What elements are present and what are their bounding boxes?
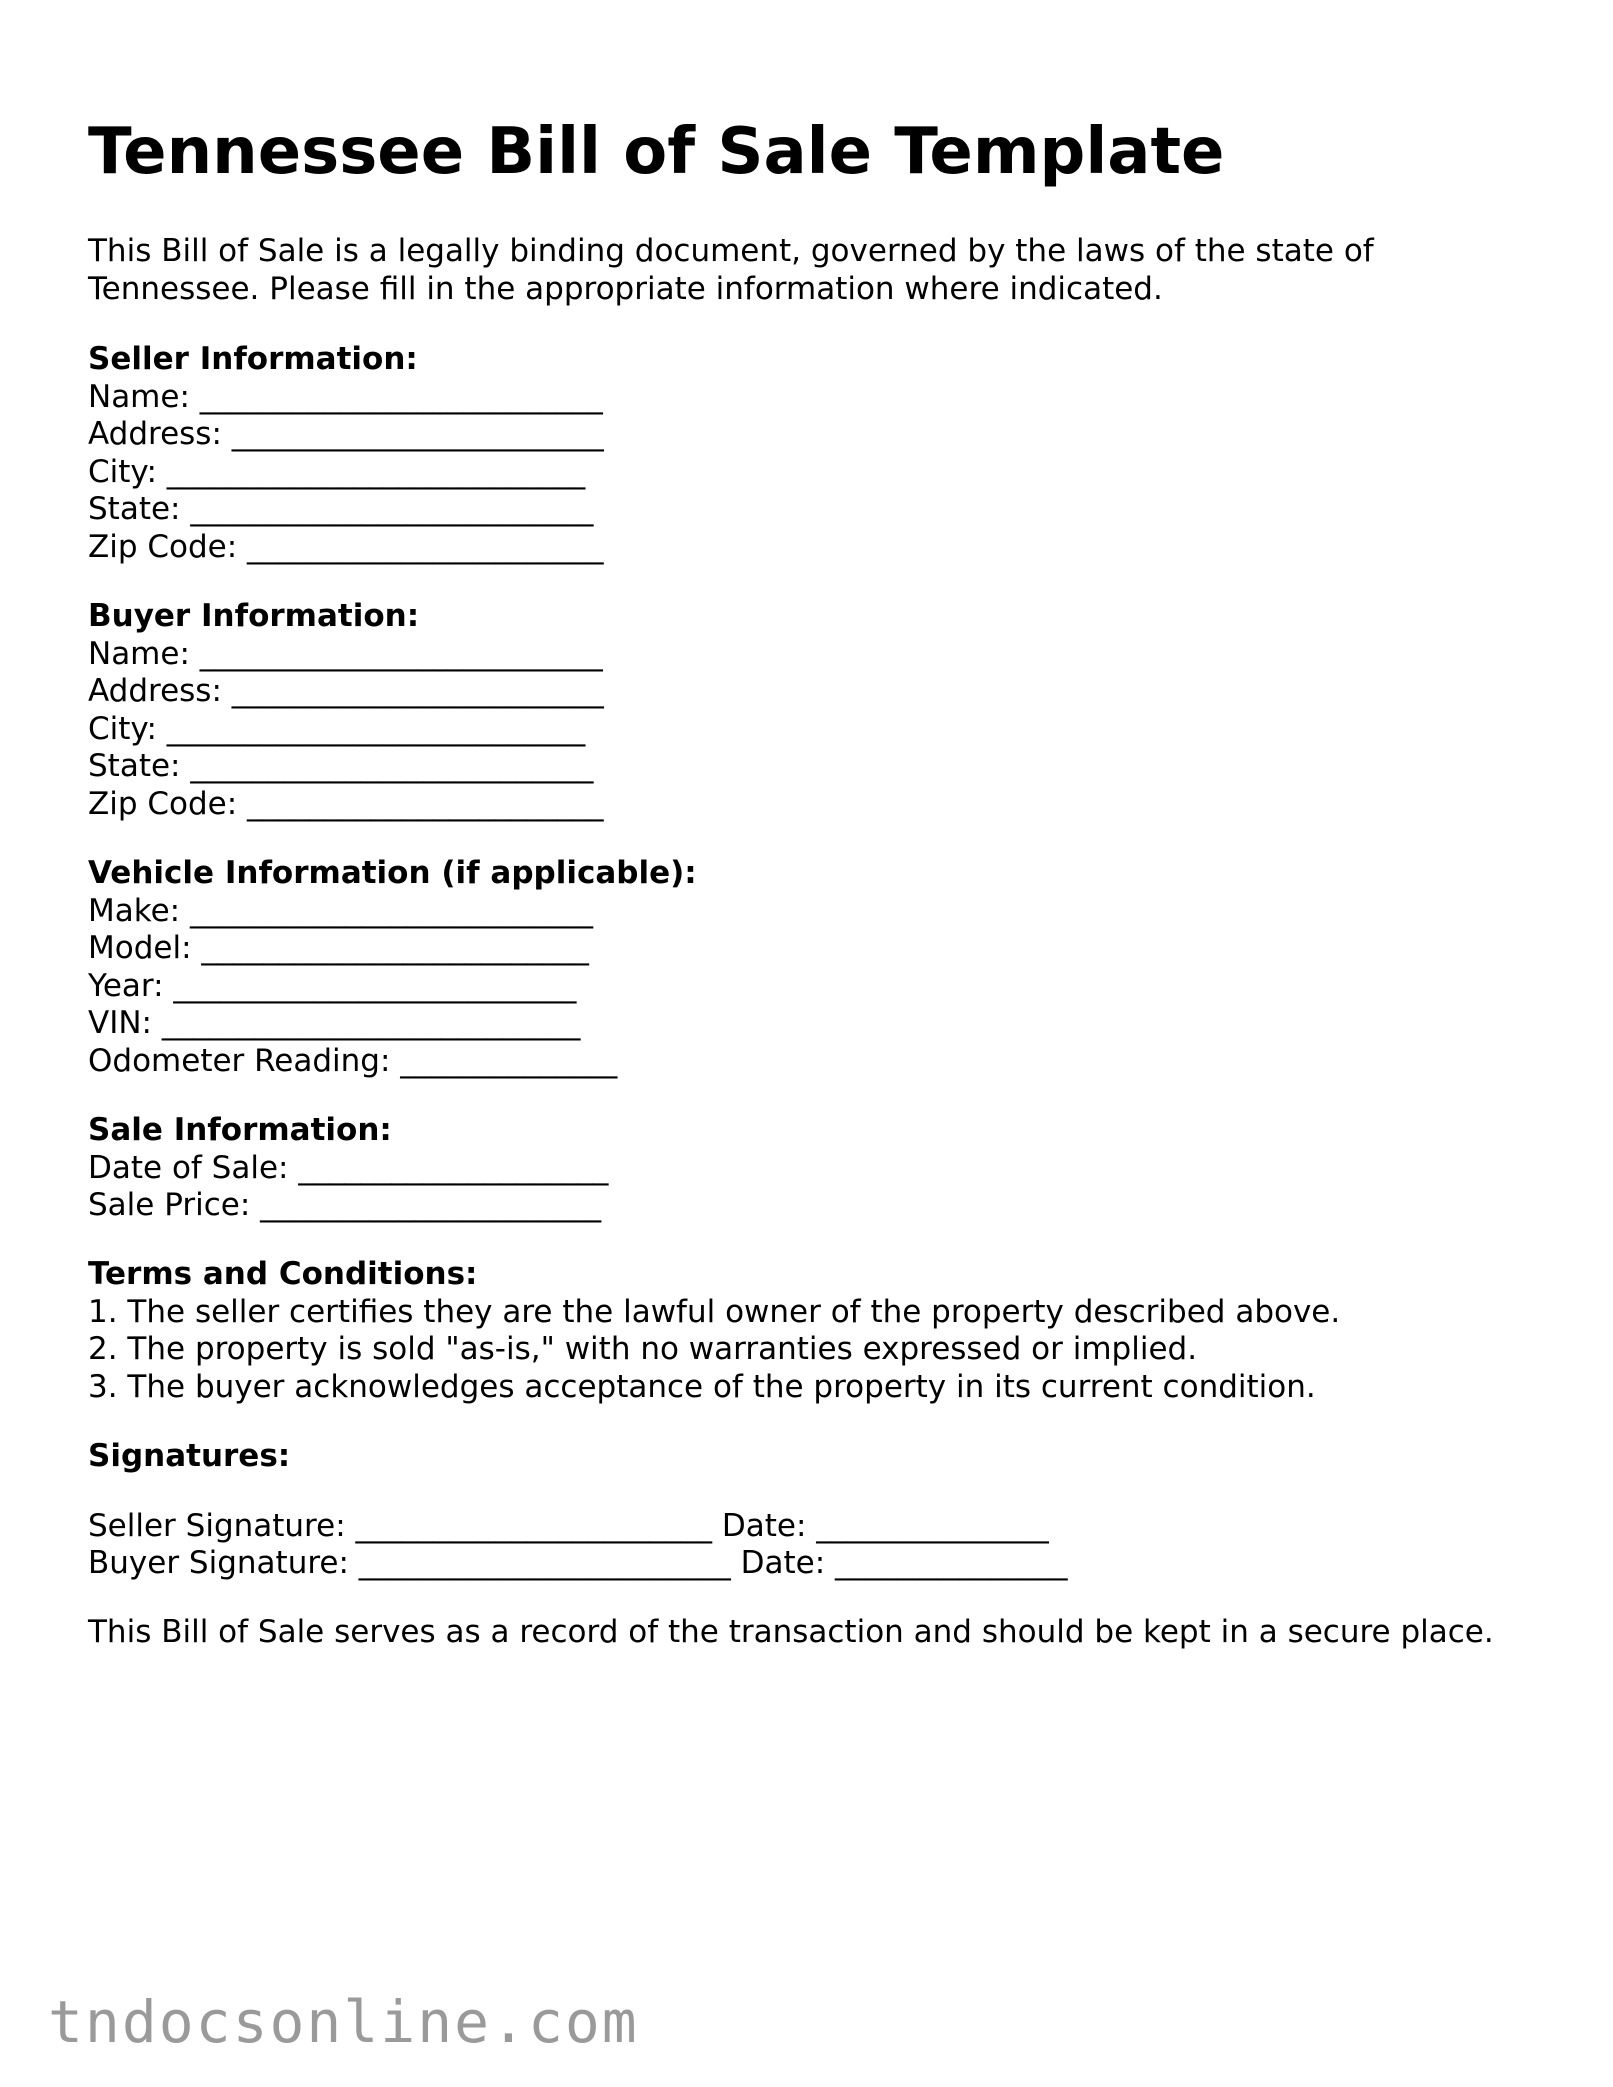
seller-state-field: State: __________________________ — [88, 491, 594, 528]
signatures-heading: Signatures: — [88, 1438, 291, 1474]
seller-name-field: Name: __________________________ — [88, 378, 603, 415]
sale-section — [88, 1112, 1548, 1225]
buyer-state-field: State: __________________________ — [88, 748, 594, 785]
sale-price-field: Sale Price: ______________________ — [88, 1187, 602, 1224]
buyer-heading: Buyer Information: — [88, 598, 420, 634]
vehicle-year-field: Year: __________________________ — [88, 967, 577, 1004]
buyer-zip-field: Zip Code: _______________________ — [88, 785, 604, 822]
buyer-name-field: Name: __________________________ — [88, 635, 603, 672]
vehicle-odometer-field: Odometer Reading: ______________ — [88, 1042, 618, 1079]
watermark: tndocsonline.com — [48, 1988, 639, 2056]
seller-city-field: City: ___________________________ — [88, 453, 586, 490]
buyer-city-field: City: ___________________________ — [88, 710, 586, 747]
vehicle-heading: Vehicle Information (if applicable): — [88, 855, 697, 891]
buyer-section — [88, 598, 1548, 824]
terms-item: 1. The seller certifies they are the lawful owner of the property described above. — [88, 1293, 1341, 1330]
buyer-signature-line: Buyer Signature: ________________________ Date: _______________ — [88, 1545, 1068, 1582]
seller-zip-field: Zip Code: _______________________ — [88, 528, 604, 565]
vehicle-make-field: Make: __________________________ — [88, 892, 593, 929]
sale-heading: Sale Information: — [88, 1112, 392, 1148]
seller-section — [88, 341, 1548, 567]
vehicle-model-field: Model: _________________________ — [88, 930, 589, 967]
buyer-address-field: Address: ________________________ — [88, 673, 604, 710]
terms-heading: Terms and Conditions: — [88, 1256, 478, 1292]
signatures-section — [88, 1438, 1548, 1583]
closing-statement: This Bill of Sale serves as a record of the transaction and should be kept in a secure place. — [88, 1614, 1494, 1650]
seller-signature-line: Seller Signature: _______________________ Date: _______________ — [88, 1507, 1049, 1544]
vehicle-section — [88, 855, 1548, 1081]
signatures-spacer — [88, 1476, 1548, 1508]
seller-address-field: Address: ________________________ — [88, 416, 604, 453]
seller-heading: Seller Information: — [88, 341, 418, 377]
vehicle-vin-field: VIN: ___________________________ — [88, 1005, 581, 1042]
sale-date-field: Date of Sale: ____________________ — [88, 1149, 609, 1186]
terms-item: 3. The buyer acknowledges acceptance of the property in its current condition. — [88, 1368, 1316, 1405]
terms-item: 2. The property is sold "as-is," with no warranties expressed or implied. — [88, 1331, 1198, 1368]
terms-section — [88, 1256, 1548, 1406]
intro-paragraph: This Bill of Sale is a legally binding document, governed by the laws of the state of Tennessee. Please fill in the appropriate information where indicated. — [88, 233, 1374, 307]
page-title: Tennessee Bill of Sale Template — [88, 115, 1225, 189]
